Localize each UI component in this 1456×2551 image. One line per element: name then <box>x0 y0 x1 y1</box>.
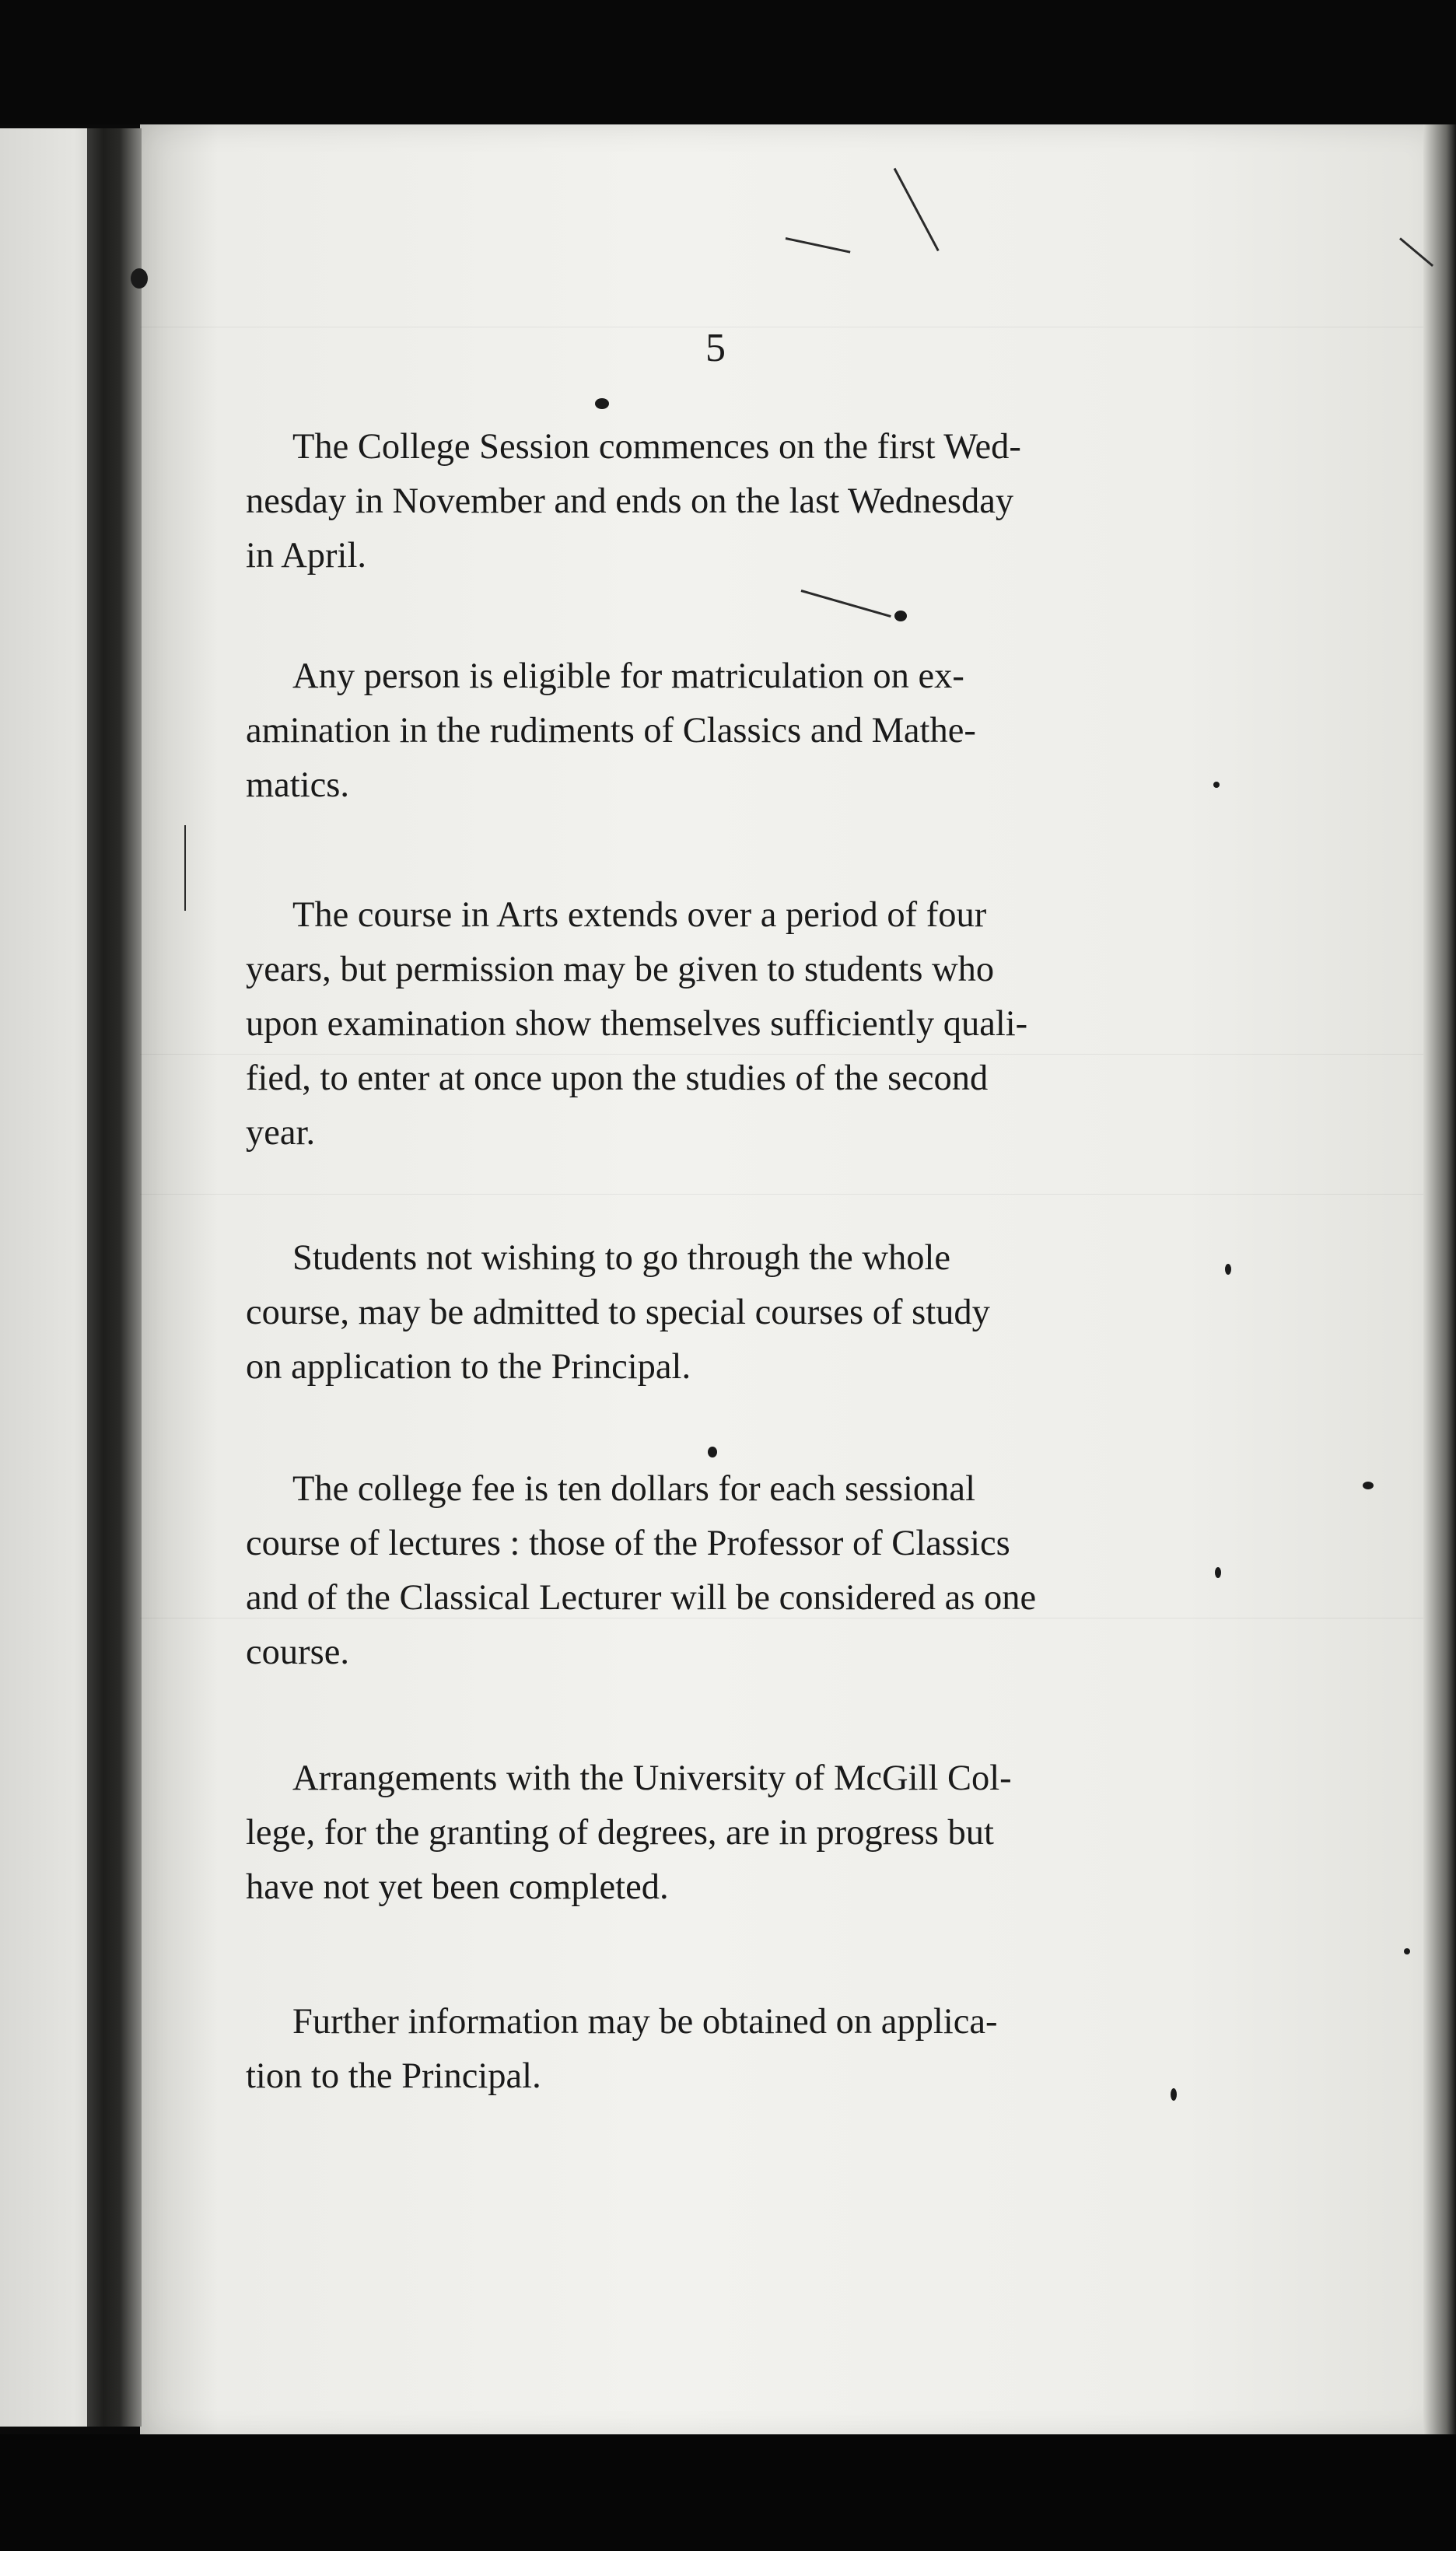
text-line: The course in Arts extends over a period of four <box>292 895 987 935</box>
ink-speck <box>708 1447 717 1457</box>
ink-speck <box>1215 1567 1221 1578</box>
page-number: 5 <box>705 326 726 370</box>
text-line: on application to the Principal. <box>246 1347 691 1387</box>
text-line: course of lectures : those of the Professor of Classics <box>246 1524 1010 1563</box>
text-line: years, but permission may be given to students who <box>246 950 995 989</box>
paragraph-college-fee <box>246 1462 1199 1680</box>
paragraph-arts-course <box>246 888 1199 1160</box>
text-line: lege, for the granting of degrees, are in progress but <box>246 1813 994 1853</box>
paragraph-special-students <box>246 1231 1199 1394</box>
scan-top-border <box>0 0 1456 124</box>
text-line: Further information may be obtained on applica- <box>292 2002 998 2042</box>
scan-bottom-border <box>0 2434 1456 2551</box>
ink-speck <box>1213 782 1220 788</box>
text-line: matics. <box>246 765 350 805</box>
text-line: fied, to enter at once upon the studies of the second <box>246 1059 989 1098</box>
text-line: Students not wishing to go through the whole <box>292 1238 951 1278</box>
text-line: in April. <box>246 536 367 576</box>
paragraph-session-dates <box>246 420 1199 583</box>
text-line: The College Session commences on the first Wed- <box>292 427 1021 467</box>
text-line: amination in the rudiments of Classics and Mathe- <box>246 711 976 751</box>
ink-speck <box>131 268 148 289</box>
page-right-edge <box>1423 124 1456 2438</box>
text-line: course. <box>246 1632 349 1672</box>
text-line: course, may be admitted to special courses of study <box>246 1293 990 1332</box>
text-line: The college fee is ten dollars for each sessional <box>292 1469 975 1509</box>
paragraph-mcgill-arrangements <box>246 1751 1199 1915</box>
text-line: Arrangements with the University of McGill Col- <box>292 1758 1012 1798</box>
ink-speck <box>1225 1264 1231 1275</box>
ink-speck <box>1404 1948 1410 1954</box>
text-line: tion to the Principal. <box>246 2056 541 2096</box>
ink-speck <box>894 611 907 621</box>
scan-scratch <box>184 825 186 911</box>
text-line: Any person is eligible for matriculation on ex- <box>292 656 964 696</box>
text-line: upon examination show themselves sufficiently quali- <box>246 1004 1028 1044</box>
text-line: have not yet been completed. <box>246 1867 669 1907</box>
paragraph-further-information <box>246 1995 1199 2104</box>
paper-line <box>140 1194 1423 1195</box>
ink-speck <box>595 398 609 409</box>
paragraph-matriculation <box>246 649 1199 813</box>
text-line: and of the Classical Lecturer will be considered as one <box>246 1578 1037 1618</box>
text-line: year. <box>246 1113 316 1153</box>
book-gutter <box>87 128 142 2427</box>
text-line: nesday in November and ends on the last Wednesday <box>246 481 1014 521</box>
ink-speck <box>1363 1482 1374 1489</box>
